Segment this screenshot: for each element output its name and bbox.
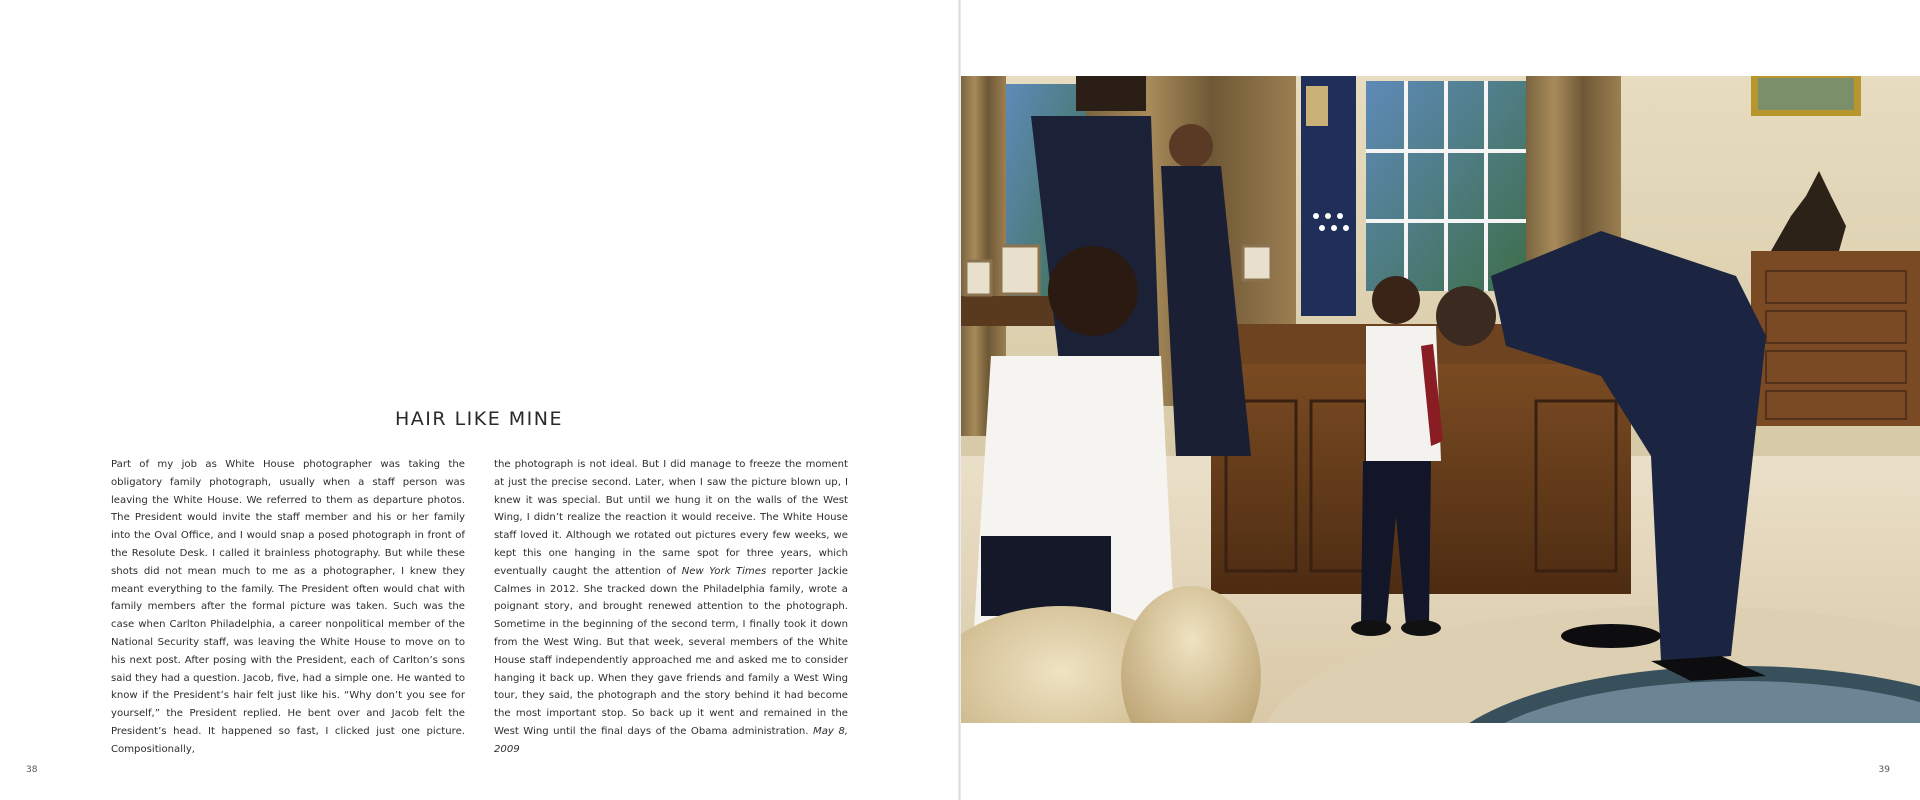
side-cabinet — [1751, 251, 1920, 426]
woman — [1169, 124, 1213, 168]
paragraph-right — [494, 456, 848, 759]
text-column-left — [111, 456, 465, 759]
oval-office-photograph — [961, 76, 1920, 723]
paragraph-left: Part of my job as White House photographer was taking the obligatory family photograph, usually when a staff person was leaving the White House. We referred to them as departure photos. The President would invite the staff member and his or her family into the Oval Office, and I would snap a posed photograph in front of the Resolute Desk. I called it brainless photography. But while these shots did not mean much to me as a photographer, I knew they meant everything to the family. The President often would chat with family members after the formal picture was taken. Such was the case when Carlton Philadelphia, a career nonpolitical member of the National Security staff, was leaving the White House to move on to his next post. After posing with the President, each of Carlton’s sons said they had a question. Jacob, five, had a simple one. He wanted to know if the President’s hair felt just like his. “Why don’t you see for yourself,” the President replied. He bent over and Jacob felt the President’s head. It happened so fast, I clicked just one picture. Compositionally, — [111, 459, 465, 755]
photo-frame — [1001, 246, 1039, 294]
publication-name: New York Times — [681, 565, 767, 577]
photograph-illustration — [961, 76, 1920, 723]
page-number-right: 39 — [1878, 765, 1890, 775]
page-number-left: 38 — [26, 765, 38, 775]
left-page — [0, 0, 958, 800]
president — [1436, 286, 1496, 346]
older-boy — [1048, 246, 1138, 336]
photo-date: May 8, 2009 — [494, 725, 848, 755]
paragraph-right-part-1: the photograph is not ideal. But I did manage to freeze the moment at just the precise second. Later, when I saw the picture blown up, I knew it was special. But until we hung it on the walls of the West Wing, I didn’t realize the reaction it would receive. The White House staff loved it. Although we rotated out pictures every few weeks, we kept this one hanging in the same spot for three years, which eventually caught the attention of — [494, 459, 848, 577]
paragraph-right-part-2: reporter Jackie Calmes in 2012. She tracked down the Philadelphia family, wrote a poignant story, and brought renewed attention to the photograph. Sometime in the beginning of the second term, I finally took it down from the West Wing. But that week, several members of the White House staff independently approached me and asked me to consider hanging it back up. When they gave friends and family a West Wing tour, they said, the photograph and the story behind it had become the most important stop. So back up it went and remained in the West Wing until the final days of the Obama administration. — [494, 565, 848, 737]
young-boy — [1372, 276, 1420, 324]
text-column-right — [494, 456, 848, 759]
story-title: HAIR LIKE MINE — [394, 408, 564, 430]
